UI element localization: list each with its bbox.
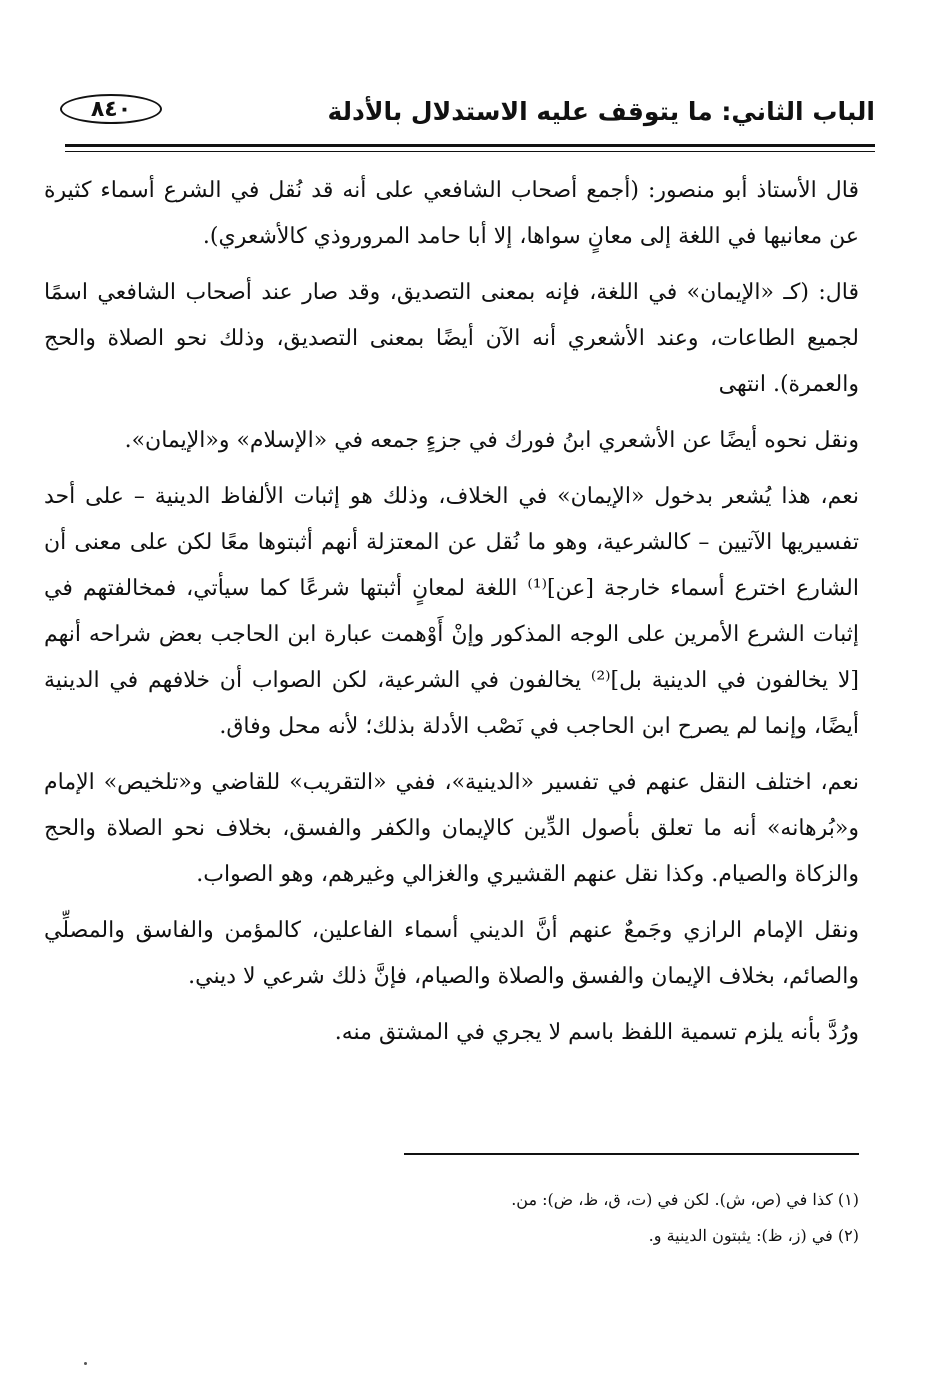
footnotes [44, 1188, 859, 1260]
paragraph: نعم، اختلف النقل عنهم في تفسير «الدينية»، ففي «التقريب» للقاضي و«تلخيص» الإمام و«بُرهانه» أنه ما تعلق بأصول الدِّين كالإيمان والكفر والفسق، بخلاف نحو الصلاة والحج والزكاة والصيام. وكذا نقل عنهم القشيري والغزالي وغيرهم، وهو الصواب. [44, 770, 859, 887]
paragraph: نعم، هذا يُشعر بدخول «الإيمان» في الخلاف، وذلك هو إثبات الألفاظ الدينية – على أحد تفسيريها الآتيين – كالشرعية، وهو ما نُقل عن المعتزلة أنهم أثبتوها معًا لكن على معنى أن الشارع اخترع أسماء خارجة [عن]⁽¹⁾ اللغة لمعانٍ أثبتها شرعًا كما سيأتي، فمخالفتهم في إثبات الشرع الأمرين على الوجه المذكور وإنْ أَوْهمت عبارة ابن الحاجب بعض شراحه أنهم [لا يخالفون في الدينية بل]⁽²⁾ يخالفون في الشرعية، لكن الصواب أن خلافهم في الدينية أيضًا، وإنما لم يصرح ابن الحاجب في نَصْب الأدلة بذلك؛ لأنه محل وفاق. [44, 484, 859, 739]
body-text [44, 168, 859, 1066]
header-rule-thin [65, 151, 875, 152]
paragraph: قال: (كـ «الإيمان» في اللغة، فإنه بمعنى التصديق، وقد صار عند أصحاب الشافعي اسمًا لجميع الطاعات، وعند الأشعري أنه الآن أيضًا بمعنى التصديق، وذلك نحو الصلاة والحج والعمرة). انتهى [44, 280, 859, 397]
scan-speck [84, 1362, 87, 1365]
footnote: (١) كذا في (ص، ش). لكن في (ت، ق، ظ، ض): من. [511, 1190, 859, 1209]
header-rule-thick [65, 144, 875, 147]
footnote-separator [404, 1153, 859, 1155]
footnote: (٢) في (ز، ظ): يثبتون الدينية و. [648, 1226, 859, 1245]
paragraph: ونقل الإمام الرازي وجَمعٌ عنهم أنَّ الديني أسماء الفاعلين، كالمؤمن والفاسق والمصلِّي والصائم، بخلاف الإيمان والفسق والصلاة والصيام، فإنَّ ذلك شرعي لا ديني. [44, 918, 859, 989]
paragraph: ونقل نحوه أيضًا عن الأشعري ابنُ فورك في جزءٍ جمعه في «الإسلام» و«الإيمان». [124, 428, 859, 453]
page-number: ٨٤٠ [60, 94, 162, 124]
page-header [60, 92, 875, 140]
running-title: الباب الثاني: ما يتوقف عليه الاستدلال بالأدلة [327, 97, 875, 126]
paragraph: قال الأستاذ أبو منصور: (أجمع أصحاب الشافعي على أنه قد نُقل في الشرع أسماء كثيرة عن معانيها في اللغة إلى معانٍ سواها، إلا أبا حامد المروروذي كالأشعري). [44, 178, 859, 249]
paragraph: ورُدَّ بأنه يلزم تسمية اللفظ باسم لا يجري في المشتق منه. [334, 1020, 859, 1045]
